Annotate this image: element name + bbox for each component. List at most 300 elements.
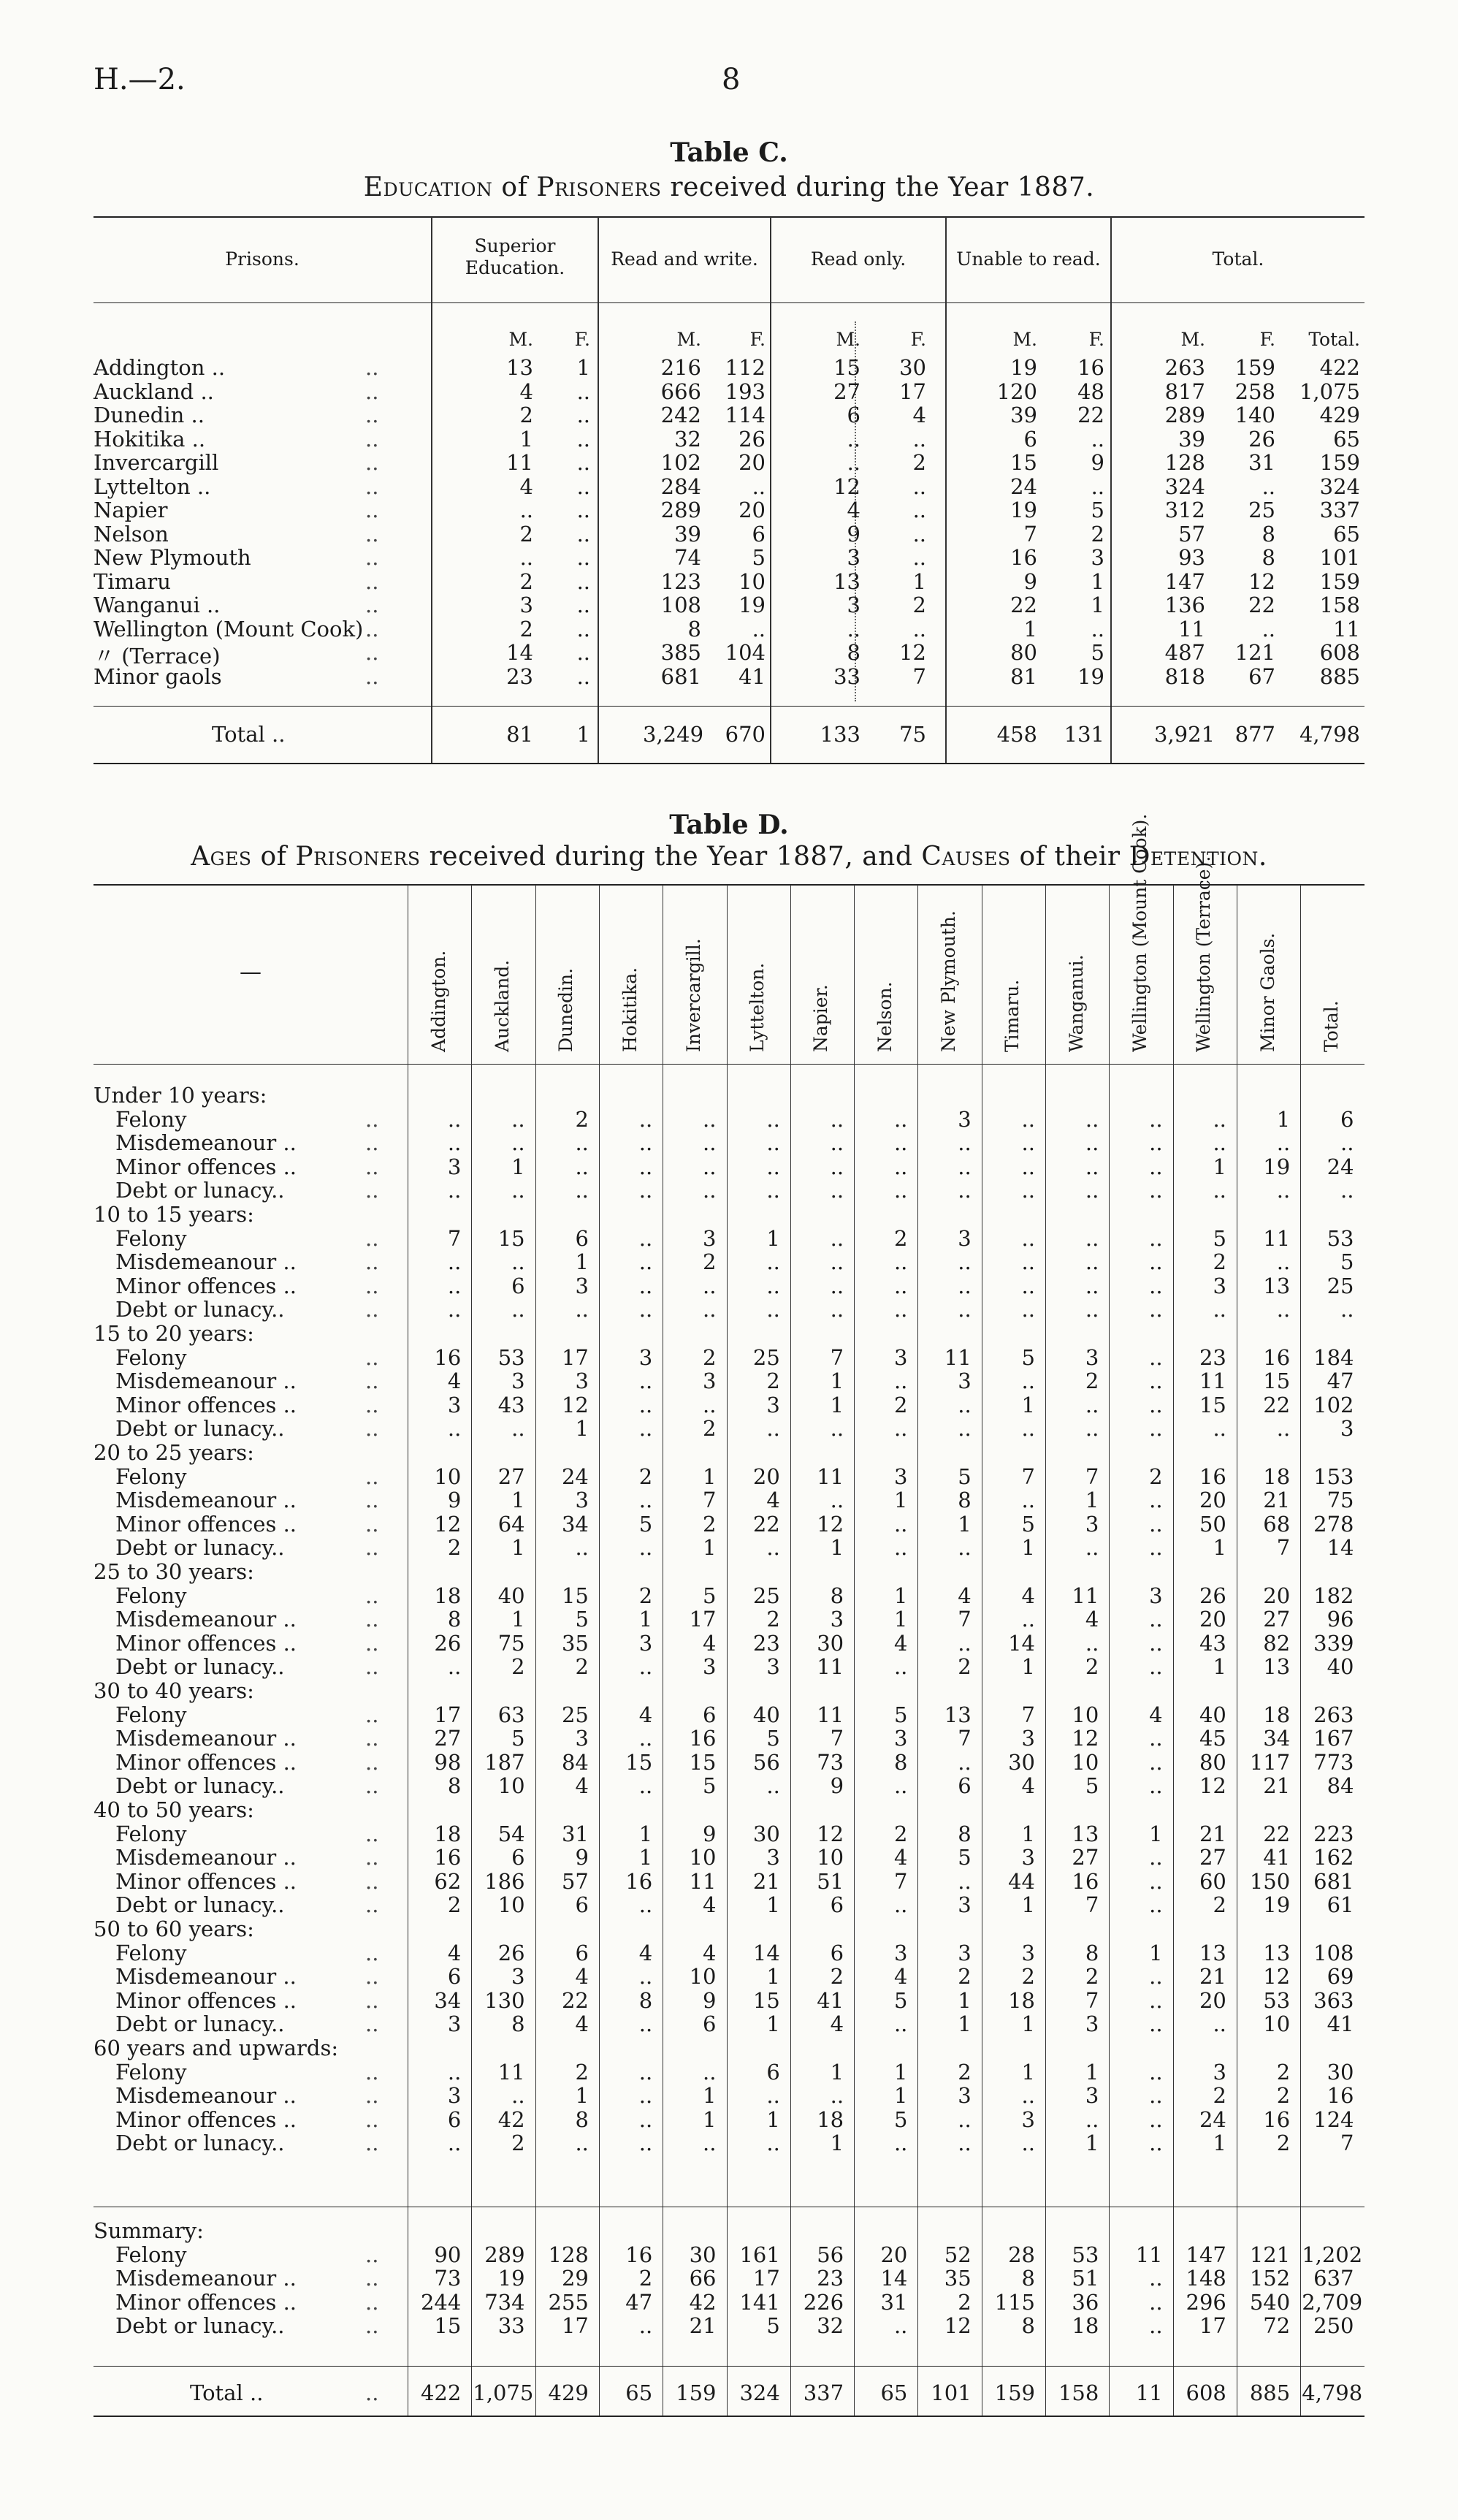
table-d-cell: 10: [1072, 1702, 1099, 1727]
table-d-cell: ..: [1085, 1249, 1099, 1275]
table-c-cell: ..: [1091, 473, 1104, 499]
table-d-cell: 15: [434, 2313, 462, 2339]
table-d-cell: 363: [1313, 1987, 1354, 2013]
table-d-cell: ..: [703, 1130, 717, 1156]
row-leader-dots: ..: [365, 1726, 379, 1751]
table-d-row-label: Minor offences ..: [115, 1273, 297, 1298]
table-d-cell: 1: [638, 1845, 653, 1870]
table-d-cell: 82: [1263, 1630, 1291, 1656]
table-d-row-label: Debt or lunacy..: [115, 2011, 285, 2037]
table-c-cell: 114: [725, 403, 766, 427]
table-d-cell: 31: [880, 2289, 908, 2315]
table-d-cell: ..: [893, 1130, 908, 1156]
table-d-cell: ..: [1085, 1297, 1099, 1322]
table-d-cell: 10: [1263, 2011, 1291, 2037]
row-leader-dots: ..: [365, 473, 379, 499]
table-d-cell: 27: [434, 1726, 462, 1751]
row-leader-dots: ..: [365, 1106, 379, 1132]
table-d-row-label: Misdemeanour ..: [115, 2266, 297, 2291]
table-d-cell: 64: [497, 1511, 525, 1537]
table-d-cell: 18: [1072, 2313, 1099, 2339]
table-d-cell: 8: [1021, 2313, 1035, 2339]
table-d-cell: ..: [958, 1535, 972, 1561]
table-d-column-header: Minor Gaols.: [1256, 932, 1278, 1052]
table-d-cell: 16: [1263, 2106, 1291, 2132]
table-d-cell: 5: [1213, 1225, 1226, 1251]
table-c-cell: ..: [912, 426, 926, 452]
table-c-cell: 2: [519, 521, 533, 547]
table-d-cell: 3: [575, 1488, 589, 1513]
table-d-column-header: Total.: [1320, 1000, 1342, 1052]
table-c-total-cell: 4,798: [1299, 722, 1360, 747]
page-number: 8: [722, 63, 741, 96]
row-leader-dots: ..: [365, 1369, 379, 1394]
table-d-cell: 9: [575, 1845, 589, 1870]
table-c-row-label: Invercargill: [93, 450, 219, 475]
table-d-cell: 226: [803, 2289, 844, 2315]
table-d-cell: 278: [1313, 1511, 1354, 1537]
row-leader-dots: ..: [365, 2266, 379, 2291]
table-d-cell: 1: [893, 2059, 908, 2085]
table-d-cell: ..: [638, 1892, 653, 1918]
table-c-cell: 22: [1077, 403, 1104, 427]
table-d-row-label: Felony: [115, 1225, 187, 1251]
table-d-cell: 18: [434, 1583, 462, 1608]
table-d-row-label: Felony: [115, 1583, 187, 1608]
table-c-cell: 216: [660, 355, 701, 380]
table-c-cell: ..: [519, 498, 533, 522]
table-d-cell: ..: [1021, 1130, 1035, 1156]
table-d-cell: 15: [1199, 1392, 1226, 1417]
table-d-cell: ..: [1021, 1369, 1035, 1394]
table-c-cell: 5: [1091, 640, 1104, 665]
table-d-cell: 31: [561, 1821, 589, 1846]
table-c-cell: 422: [1319, 355, 1360, 380]
table-c-cell: 4: [912, 403, 926, 427]
table-d-cell: 45: [1199, 1726, 1226, 1751]
table-c-cell: 4: [847, 498, 860, 522]
table-d-row-label: Felony: [115, 2059, 187, 2085]
table-d-cell: 34: [1263, 1726, 1291, 1751]
table-d-row-label: Minor offences ..: [115, 1630, 297, 1656]
table-d-cell: ..: [511, 1178, 525, 1203]
table-c-cell: ..: [576, 473, 590, 499]
table-d-total-cell: 429: [548, 2380, 589, 2405]
table-d-cell: ..: [1149, 1726, 1163, 1751]
table-d-cell: 153: [1313, 1463, 1354, 1489]
table-d-cell: 540: [1249, 2289, 1291, 2315]
table-c-cell: 289: [1164, 403, 1205, 427]
table-d-subtitle: Ages of Prisoners received during the Year 1887, and Causes of their Detention.: [191, 842, 1267, 872]
table-c-cell: ..: [752, 616, 766, 642]
table-c-cell: ..: [576, 616, 590, 642]
table-c-cell: 108: [660, 593, 701, 617]
table-d-cell: ..: [703, 1297, 717, 1322]
table-d-cell: 18: [434, 1821, 462, 1846]
table-c-cell: 112: [725, 355, 766, 380]
table-d-cell: 5: [893, 1702, 908, 1727]
table-c-subheader: M.: [836, 329, 860, 350]
table-d-cell: 4: [575, 1773, 589, 1799]
table-d-cell: 30: [817, 1630, 844, 1656]
table-c-total-cell: 670: [725, 722, 766, 747]
table-d-cell: ..: [1213, 1297, 1226, 1322]
table-d-cell: ..: [766, 1249, 780, 1275]
table-d-row-label: Felony: [115, 1106, 187, 1132]
table-d-cell: 2: [1213, 2083, 1226, 2109]
table-d-cell: 186: [484, 1868, 525, 1894]
table-d-cell: 1: [1149, 1940, 1163, 1965]
table-d-cell: ..: [638, 1154, 653, 1179]
table-c-cell: 284: [660, 473, 701, 499]
table-c-cell: 159: [1319, 450, 1360, 475]
table-d-cell: 1: [1021, 1892, 1035, 1918]
table-d-cell: ..: [958, 1297, 972, 1322]
table-d-cell: 2: [1213, 1892, 1226, 1918]
table-d-cell: 1: [830, 2131, 844, 2156]
table-d-cell: 80: [1199, 1749, 1226, 1775]
table-c-cell: 16: [1010, 545, 1037, 570]
table-d-cell: ..: [1149, 1369, 1163, 1394]
table-d-column-header: New Plymouth.: [938, 910, 960, 1052]
table-d-cell: 1,202: [1302, 2242, 1363, 2267]
table-c-total-cell: 81: [506, 722, 533, 747]
table-c-cell: 19: [738, 593, 766, 617]
table-d-cell: ..: [511, 1106, 525, 1132]
table-d-col-rule: [471, 885, 472, 2416]
table-d-cell: 6: [830, 1940, 844, 1965]
row-leader-dots: ..: [365, 2083, 379, 2109]
table-d-cell: 2: [703, 1416, 717, 1442]
table-d-cell: ..: [511, 1130, 525, 1156]
table-d-cell: 3: [893, 1940, 908, 1965]
table-d-cell: 289: [484, 2242, 525, 2267]
table-d-cell: ..: [830, 1106, 844, 1132]
table-d-cell: 5: [638, 1511, 653, 1537]
table-d-cell: ..: [1149, 1488, 1163, 1513]
table-d-column-header: Timaru.: [1001, 979, 1023, 1052]
row-leader-dots: ..: [365, 663, 379, 689]
table-d-cell: 5: [1085, 1773, 1099, 1799]
table-c-total-cell: 131: [1064, 722, 1104, 747]
table-d-cell: ..: [638, 1106, 653, 1132]
table-d-cell: 2: [511, 1654, 525, 1680]
table-d-cell: ..: [1149, 2131, 1163, 2156]
table-c-cell: 102: [660, 450, 701, 475]
table-d-cell: 1: [1213, 2131, 1226, 2156]
table-c-cell: 19: [1077, 663, 1104, 689]
table-d-cell: 2: [893, 1392, 908, 1417]
row-leader-dots: ..: [365, 1607, 379, 1632]
table-d-col-rule: [1300, 885, 1301, 2416]
table-d-column-header: Dunedin.: [555, 967, 577, 1052]
table-d-cell: 1: [1149, 1821, 1163, 1846]
table-d-cell: ..: [1149, 2083, 1163, 2109]
table-d-cell: 3: [703, 1654, 717, 1680]
col-readonly: Read only.: [810, 248, 907, 270]
table-c-cell: 26: [1248, 426, 1275, 452]
table-d-cell: ..: [638, 1726, 653, 1751]
table-d-cell: 11: [1199, 1369, 1226, 1394]
table-d-cell: ..: [893, 1773, 908, 1799]
table-d-cell: 14: [880, 2266, 908, 2291]
table-d-cell: 6: [1340, 1106, 1354, 1132]
table-c-cell: 263: [1164, 355, 1205, 380]
table-d-total-cell: 65: [880, 2380, 908, 2405]
table-d-cell: ..: [1149, 1630, 1163, 1656]
table-c-total-cell: 3,921: [1154, 722, 1215, 747]
table-d-cell: 75: [1327, 1488, 1354, 1513]
table-d-total-cell: 11: [1135, 2380, 1163, 2405]
table-d-col-rule: [854, 885, 855, 2416]
table-d-cell: ..: [1149, 2266, 1163, 2291]
table-d-cell: 4: [447, 1369, 462, 1394]
row-leader-dots: ..: [365, 616, 379, 642]
table-d-cell: ..: [830, 1178, 844, 1203]
table-d-cell: 41: [1263, 1845, 1291, 1870]
table-d-cell: 3: [1340, 1416, 1354, 1442]
table-d-cell: 16: [434, 1845, 462, 1870]
table-d-cell: ..: [447, 1106, 462, 1132]
table-d-row-label: Debt or lunacy..: [115, 1535, 285, 1561]
table-d-cell: ..: [511, 1416, 525, 1442]
col-prisons: Prisons.: [225, 248, 299, 270]
table-d-cell: 5: [703, 1583, 717, 1608]
table-d-cell: ..: [447, 1273, 462, 1298]
table-c-cell: ..: [576, 545, 590, 570]
table-d-cell: 12: [1199, 1773, 1226, 1799]
table-c-top-rule: [93, 216, 1365, 218]
table-c-cell: 39: [1010, 403, 1037, 427]
table-d-bottom-rule: [93, 2416, 1365, 2417]
table-d-cell: 72: [1263, 2313, 1291, 2339]
table-d-cell: 1: [575, 1249, 589, 1275]
table-d-cell: ..: [575, 2131, 589, 2156]
row-leader-dots: ..: [365, 403, 379, 427]
table-d-cell: 5: [766, 1726, 780, 1751]
table-d-cell: ..: [638, 1273, 653, 1298]
table-d-cell: 32: [817, 2313, 844, 2339]
table-d-cell: 27: [1199, 1845, 1226, 1870]
table-d-cell: 8: [1021, 2266, 1035, 2291]
table-d-cell: 4: [638, 1940, 653, 1965]
table-d-row-label: Debt or lunacy..: [115, 1892, 285, 1918]
table-d-cell: 23: [1199, 1344, 1226, 1370]
table-d-cell: 53: [497, 1344, 525, 1370]
table-d-cell: 8: [447, 1607, 462, 1632]
table-d-cell: 5: [958, 1845, 972, 1870]
table-d-cell: 6: [766, 2059, 780, 2085]
table-c-cell: 15: [833, 355, 860, 380]
table-c-cell: 23: [506, 663, 533, 689]
table-d-cell: 47: [1327, 1369, 1354, 1394]
table-d-cell: 2: [447, 1892, 462, 1918]
table-d-cell: 4: [893, 1845, 908, 1870]
table-c-row-label: Dunedin ..: [93, 403, 205, 427]
table-c-cell: 19: [1010, 355, 1037, 380]
table-d-cell: ..: [575, 1130, 589, 1156]
table-d-cell: 19: [1263, 1154, 1291, 1179]
table-d-cell: 8: [958, 1488, 972, 1513]
table-c-cell: ..: [576, 663, 590, 689]
table-d-cell: 26: [497, 1940, 525, 1965]
table-d-cell: 51: [1072, 2266, 1099, 2291]
table-d-cell: ..: [766, 1273, 780, 1298]
table-d-cell: 3: [958, 1892, 972, 1918]
table-d-cell: 43: [1199, 1630, 1226, 1656]
table-c-cell: 2: [912, 450, 926, 475]
table-d-summary-label: Summary:: [93, 2218, 204, 2243]
table-d-row-label: Minor offences ..: [115, 1392, 297, 1417]
table-c-cell: ..: [1262, 473, 1275, 499]
table-d-column-header: Wellington (Terrace).: [1193, 856, 1215, 1052]
table-c-cell: 93: [1178, 545, 1205, 570]
table-d-cell: 8: [638, 1987, 653, 2013]
table-d-cell: 3: [958, 1106, 972, 1132]
table-c-cell: 24: [1010, 473, 1037, 499]
table-d-cell: ..: [1149, 2313, 1163, 2339]
row-leader-dots: ..: [365, 1964, 379, 1990]
table-d-cell: 1: [703, 1463, 717, 1489]
table-d-cell: 51: [817, 1868, 844, 1894]
table-d-cell: ..: [1149, 1106, 1163, 1132]
table-d-cell: ..: [1085, 1630, 1099, 1656]
table-c-cell: 429: [1319, 403, 1360, 427]
table-d-cell: 13: [1263, 1273, 1291, 1298]
table-d-cell: 4: [830, 2011, 844, 2037]
table-d-cell: 17: [561, 2313, 589, 2339]
table-d-cell: 2: [575, 2059, 589, 2085]
row-leader-dots: ..: [365, 2106, 379, 2132]
table-d-cell: 20: [1263, 1583, 1291, 1608]
table-d-cell: 6: [830, 1892, 844, 1918]
table-d-cell: 56: [817, 2242, 844, 2267]
table-d-cell: 15: [1263, 1369, 1291, 1394]
table-d-cell: ..: [1149, 2059, 1163, 2085]
table-d-cell: ..: [1021, 1154, 1035, 1179]
table-d-top-rule: [93, 884, 1365, 886]
table-d-cell: ..: [893, 1249, 908, 1275]
table-d-cell: 3: [575, 1369, 589, 1394]
table-d-cell: 8: [447, 1773, 462, 1799]
table-d-cell: 33: [497, 2313, 525, 2339]
table-d-cell: 10: [817, 1845, 844, 1870]
table-c-subheader: Total.: [1308, 329, 1360, 350]
table-d-title: Table D.: [669, 810, 789, 840]
table-d-cell: 24: [561, 1463, 589, 1489]
table-d-cell: 13: [1072, 1821, 1099, 1846]
table-d-row-label: Misdemeanour ..: [115, 1964, 297, 1990]
table-d-cell: 10: [497, 1773, 525, 1799]
table-d-cell: ..: [638, 2313, 653, 2339]
table-c-col-rule: [1110, 217, 1112, 763]
row-leader-dots: ..: [365, 1416, 379, 1442]
row-leader-dots: ..: [365, 1773, 379, 1799]
table-d-cell: 1: [893, 1607, 908, 1632]
table-c-cell: 2: [912, 593, 926, 617]
table-c-cell: ..: [576, 498, 590, 522]
table-d-cell: ..: [766, 1773, 780, 1799]
table-d-total-cell: 324: [739, 2380, 780, 2405]
table-d-cell: 339: [1313, 1630, 1354, 1656]
table-d-col-rule: [917, 885, 918, 2416]
table-d-total-cell: 65: [625, 2380, 653, 2405]
table-d-total-cell: 337: [803, 2380, 844, 2405]
table-d-cell: ..: [1276, 1416, 1291, 1442]
table-c-cell: 324: [1164, 473, 1205, 499]
table-d-cell: ..: [766, 1535, 780, 1561]
table-d-cell: ..: [1340, 1178, 1354, 1203]
table-d-cell: 12: [1263, 1964, 1291, 1990]
table-d-cell: 42: [497, 2106, 525, 2132]
table-d-cell: 1: [1085, 1488, 1099, 1513]
row-leader-dots: ..: [365, 1654, 379, 1680]
table-d-cell: 17: [561, 1344, 589, 1370]
table-c-total-cell: 133: [820, 722, 860, 747]
table-d-header-rule: [93, 1064, 1365, 1065]
table-d-cell: ..: [1021, 1297, 1035, 1322]
table-d-cell: ..: [703, 1154, 717, 1179]
table-d-group-label: 50 to 60 years:: [93, 1916, 254, 1941]
table-c-cell: 885: [1319, 663, 1360, 689]
table-c-cell: 4: [519, 378, 533, 404]
table-d-cell: 4: [893, 1964, 908, 1990]
table-d-cell: ..: [447, 2131, 462, 2156]
col-total: Total.: [1212, 248, 1264, 270]
table-d-col-rule: [599, 885, 600, 2416]
table-d-cell: 1: [575, 1416, 589, 1442]
table-c-cell: 5: [1091, 498, 1104, 522]
table-d-cell: ..: [638, 2083, 653, 2109]
table-d-cell: 3: [447, 2011, 462, 2037]
table-d-cell: ..: [1149, 1154, 1163, 1179]
table-d-cell: 3: [766, 1392, 780, 1417]
table-d-cell: ..: [447, 1249, 462, 1275]
table-d-cell: 3: [1213, 1273, 1226, 1298]
table-d-cell: ..: [1021, 1249, 1035, 1275]
table-d-group-label: 20 to 25 years:: [93, 1440, 254, 1465]
table-d-column-header: Wanganui.: [1065, 954, 1087, 1052]
col-superior: Superior Education.: [465, 235, 565, 278]
table-d-cell: 18: [1263, 1702, 1291, 1727]
table-d-cell: ..: [1149, 1344, 1163, 1370]
table-c-cell: 20: [738, 498, 766, 522]
table-d-cell: 1: [511, 1488, 525, 1513]
table-c-row-label: 〃 (Terrace): [93, 644, 221, 669]
table-d-cell: ..: [1149, 1249, 1163, 1275]
table-c-cell: 26: [738, 426, 766, 452]
table-d-cell: ..: [703, 1106, 717, 1132]
table-d-cell: ..: [1149, 1892, 1163, 1918]
table-c-cell: 1: [519, 426, 533, 452]
table-d-cell: 8: [575, 2106, 589, 2132]
table-c-total-cell: 877: [1234, 722, 1275, 747]
table-d-cell: 162: [1313, 1845, 1354, 1870]
table-d-cell: ..: [1149, 1654, 1163, 1680]
table-d-cell: 1: [1085, 2059, 1099, 2085]
table-d-cell: 6: [575, 1225, 589, 1251]
table-d-cell: ..: [638, 1535, 653, 1561]
table-c-cell: 30: [899, 355, 926, 380]
table-d-cell: 4: [703, 1630, 717, 1656]
table-d-cell: 7: [1085, 1987, 1099, 2013]
table-d-cell: 11: [1135, 2242, 1163, 2267]
table-d-cell: 150: [1249, 1868, 1291, 1894]
table-d-cell: ..: [638, 1130, 653, 1156]
table-d-cell: ..: [766, 2083, 780, 2109]
table-d-cell: 1: [1213, 1154, 1226, 1179]
table-d-cell: 53: [1072, 2242, 1099, 2267]
